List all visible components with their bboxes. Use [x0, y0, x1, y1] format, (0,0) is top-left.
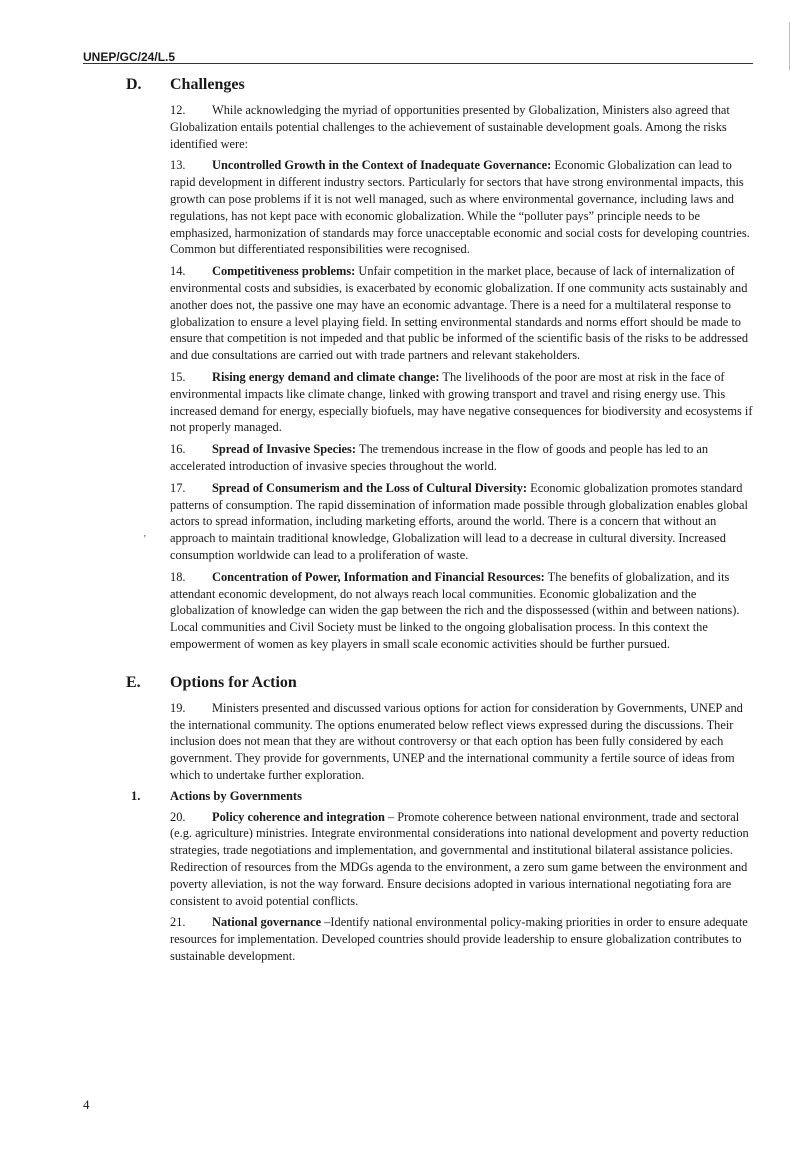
paragraph-lead: Spread of Invasive Species:: [212, 442, 356, 457]
paragraph-12: [170, 102, 753, 152]
paragraph-lead: Uncontrolled Growth in the Context of Inadequate Governance:: [212, 158, 552, 173]
paragraph-number: 18.: [170, 569, 186, 584]
paragraph-text: – Promote coherence between national environment, trade and sectoral (e.g. agriculture) ministries. Integrate environmental considerations into national development and poverty reduction strategies, trade negotiations and implementation, and governmental and institutional bilateral assistance policies. Redirection of resources from the MDGs agenda to the environment, a zero sum game between the environment and poverty alleviation, is not the way forward. Ensure decisions adopted in various international negotiating fora are consistent to avoid potential conflicts.: [170, 809, 749, 908]
paragraph-20: [170, 809, 753, 910]
paragraph-text: The tremendous increase in the flow of goods and people has led to an accelerated introduction of invasive species throughout the world.: [170, 442, 709, 473]
section-letter: E.: [126, 673, 141, 691]
section-e-heading: [83, 674, 753, 700]
paragraph-13: [170, 157, 753, 258]
paragraph-number: 15.: [170, 369, 186, 384]
paragraph-lead: National governance: [212, 915, 322, 930]
document-code: UNEP/GC/24/L.5: [83, 50, 176, 64]
paragraph-lead: Competitiveness problems:: [212, 264, 356, 279]
margin-mark: ‚: [143, 528, 147, 539]
paragraph-number: 12.: [170, 103, 186, 117]
paragraph-number: 21.: [170, 915, 186, 930]
page-number: 4: [83, 1097, 90, 1112]
section-letter: D.: [126, 76, 142, 93]
paragraph-16: [170, 441, 753, 475]
paragraph-number: 14.: [170, 264, 186, 279]
paragraph-lead: Policy coherence and integration: [212, 809, 385, 824]
paragraph-text: The livelihoods of the poor are most at risk in the face of environmental impacts like climate change, linked with growing transport and travel and rising energy use. This increased demand for energy, especially biofuels, may have negative consequences for biodiversity and ecosystems if not properly managed.: [170, 369, 753, 435]
subsection-title: Actions by Governments: [170, 788, 302, 803]
page-content: [83, 76, 753, 970]
paragraph-text: Unfair competition in the market place, because of lack of internalization of environmental costs and subsidies, is exacerbated by economic globalization. If one community acts sustainably and another does not, the passive one may have an economic advantage. There is a need for a multilateral response to globalization to ensure a level playing field. In setting environmental standards and norms effort should be made to ensure that competition is not impeded and that public be informed of the scientific basis of the risks to be addressed and due consultations are carried out with trade partners and relevant stakeholders.: [170, 264, 749, 363]
paragraph-text: While acknowledging the myriad of opportunities presented by Globalization, Ministers also agreed that Globalization entails potential challenges to the achievement of sustainable development goals. Among the risks identified were:: [170, 103, 730, 151]
paragraph-text: –Identify national environmental policy-making priorities in order to ensure adequate resources for implementation. Developed countries should provide leadership to ensure globalization contributes to sustainable development.: [170, 915, 748, 964]
subsection-heading: [83, 789, 753, 809]
paragraph-19: [170, 700, 753, 784]
paragraph-18: [170, 569, 753, 653]
paragraph-lead: Spread of Consumerism and the Loss of Cultural Diversity:: [212, 480, 528, 495]
paragraph-21: [170, 914, 753, 964]
paragraph-text: Economic globalization promotes standard patterns of consumption. The rapid dissemination of information made possible through globalization enables global actors to spread information, including marketing efforts, around the world. There is a concern that without an approach to maintain traditional knowledge, Globalization will lead to a decrease in cultural diversity. Increased consumption worldwide can lead to a proliferation of waste.: [170, 480, 748, 562]
section-d-heading: [83, 76, 753, 102]
header-rule: [83, 63, 753, 64]
scan-edge-mark: [789, 22, 790, 70]
paragraph-text: The benefits of globalization, and its attendant economic development, do not always reach local communities. Economic globalization and the globalization of knowledge can widen the gap between the rich and the dispossessed (within and between nations). Local communities and Civil Society must be linked to the ongoing globalisation process. In this context the empowerment of women as key players in small scale economic activities should be further pursued.: [170, 569, 740, 651]
paragraph-14: [170, 263, 753, 364]
paragraph-text: Economic Globalization can lead to rapid development in different industry sectors. Particularly for sectors that have strong environmental impacts, this growth can pose problems if it is not well managed, such as where environmental governance, including laws and regulations, has not kept pace with economic globalization. While the “polluter pays” principle needs to be emphasized, harmonization of standards may force unacceptable economic and social costs for developing countries. Common but differentiated responsibilities were recognised.: [170, 158, 750, 257]
paragraph-number: 20.: [170, 809, 186, 824]
paragraph-lead: Concentration of Power, Information and Financial Resources:: [212, 569, 545, 584]
subsection-number: 1.: [131, 788, 141, 803]
paragraph-number: 16.: [170, 442, 186, 457]
section-title: Options for Action: [170, 673, 297, 691]
paragraph-number: 13.: [170, 158, 186, 173]
paragraph-17: [170, 480, 753, 564]
section-title: Challenges: [170, 76, 245, 93]
paragraph-number: 19.: [170, 700, 186, 715]
paragraph-number: 17.: [170, 480, 186, 495]
paragraph-15: [170, 369, 753, 436]
paragraph-lead: Rising energy demand and climate change:: [212, 369, 440, 384]
paragraph-text: Ministers presented and discussed various options for action for consideration by Governments, UNEP and the international community. The options enumerated below reflect views expressed during the discussions. Their inclusion does not mean that they are without controversy or that each option has been fully considered by each government. They provide for governments, UNEP and the international community a fertile source of ideas from which to undertake further exploration.: [170, 700, 743, 782]
